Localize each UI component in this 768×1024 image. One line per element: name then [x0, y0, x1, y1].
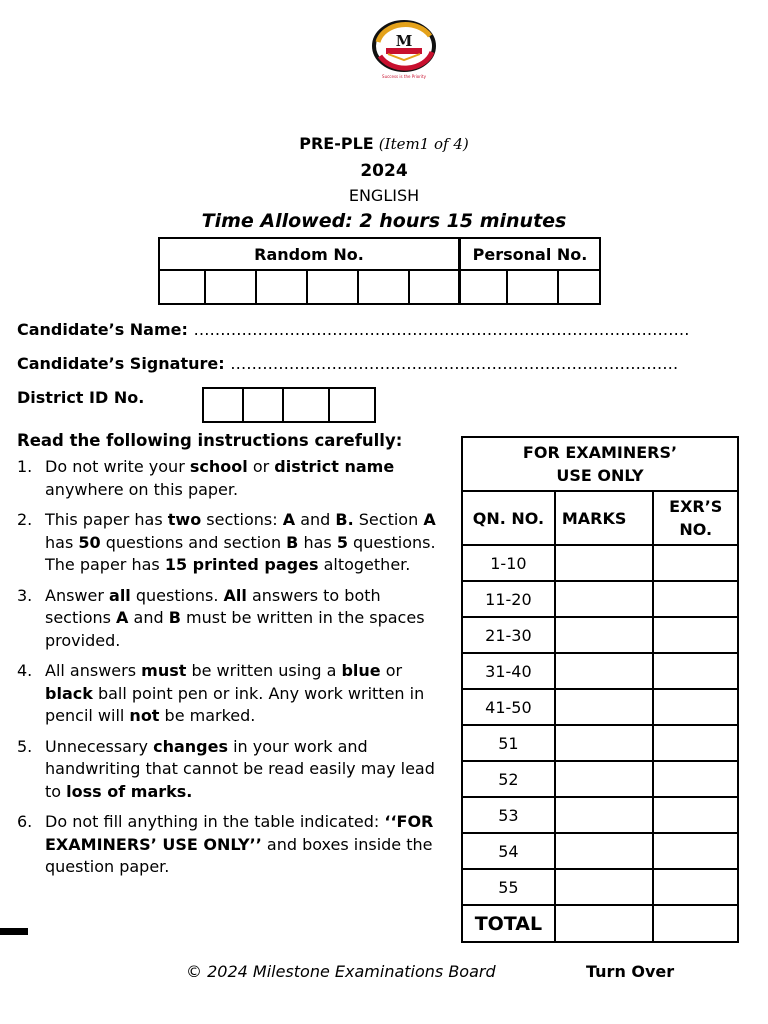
instruction-text: Answer	[45, 585, 110, 605]
district-id-box[interactable]	[203, 388, 243, 422]
examiners-title-line1: FOR EXAMINERS’	[522, 443, 678, 462]
exam-name: PRE-PLE	[299, 134, 374, 153]
candidate-signature-dots: …………………………………………………………………………	[230, 354, 679, 373]
random-no-box[interactable]	[358, 270, 409, 304]
instruction-text: Do not write your	[45, 457, 190, 476]
instruction-emphasis: black	[45, 683, 93, 703]
instruction-number: 6.	[17, 812, 33, 831]
instruction-emphasis: district name	[274, 457, 395, 476]
exr-no-cell[interactable]	[653, 581, 738, 617]
marks-header: MARKS	[555, 491, 654, 545]
instruction-text: has	[45, 532, 79, 552]
instruction-number: 4.	[17, 661, 33, 680]
marks-cell[interactable]	[555, 869, 654, 905]
random-no-box[interactable]	[205, 270, 256, 304]
random-no-box[interactable]	[256, 270, 307, 304]
instruction-text: sections:	[201, 510, 283, 529]
instruction-emphasis: changes	[153, 736, 228, 756]
instruction-item	[17, 736, 449, 804]
examiners-row	[462, 581, 738, 617]
exr-no-cell[interactable]	[653, 797, 738, 833]
instruction-text: questions. The paper has	[45, 532, 436, 574]
instruction-text: Section	[353, 510, 424, 529]
instruction-emphasis: 15 printed pages	[164, 555, 319, 574]
instruction-emphasis: 50	[78, 532, 101, 552]
instruction-text: Do not fill anything in the table indicated:	[45, 812, 385, 831]
instruction-text: or	[247, 457, 275, 476]
marks-cell[interactable]	[555, 761, 654, 797]
marks-cell[interactable]	[555, 833, 654, 869]
examiners-title-line2: USE ONLY	[556, 466, 644, 485]
instructions-list	[17, 456, 449, 887]
district-id-boxes	[202, 387, 376, 423]
instruction-text: ball point pen or ink. Any work written in pencil will	[45, 683, 425, 725]
exr-header-line2: NO.	[679, 520, 713, 539]
personal-no-header: Personal No.	[460, 238, 601, 270]
exam-title-line	[0, 134, 768, 153]
question-range: 41-50	[462, 689, 555, 725]
instruction-text: and boxes inside the question paper.	[45, 834, 433, 876]
instruction-emphasis: blue	[341, 661, 381, 680]
instruction-text: in your work and handwriting that cannot be read easily may lead to	[45, 736, 435, 801]
exr-no-cell[interactable]	[653, 725, 738, 761]
question-range: 51	[462, 725, 555, 761]
total-label: TOTAL	[462, 905, 555, 942]
item-note: (Item1 of 4)	[378, 135, 469, 153]
examiners-row	[462, 869, 738, 905]
instruction-emphasis: B	[286, 532, 299, 552]
margin-marker	[0, 928, 28, 935]
examiners-row	[462, 833, 738, 869]
personal-no-box[interactable]	[558, 270, 600, 304]
examiners-row	[462, 617, 738, 653]
instruction-text: be written using a	[186, 661, 342, 680]
instruction-text: All answers	[45, 661, 142, 680]
question-range: 52	[462, 761, 555, 797]
random-no-box[interactable]	[159, 270, 205, 304]
instruction-emphasis: A	[282, 510, 296, 529]
instruction-item	[17, 660, 449, 728]
instruction-text: anywhere on this paper.	[45, 479, 239, 499]
question-range: 21-30	[462, 617, 555, 653]
random-no-box[interactable]	[409, 270, 460, 304]
question-range: 11-20	[462, 581, 555, 617]
qn-no-header: QN. NO.	[462, 491, 555, 545]
district-id-box[interactable]	[329, 388, 375, 422]
instruction-item	[17, 456, 449, 501]
instruction-emphasis: not	[129, 706, 160, 725]
exam-year: 2024	[360, 161, 408, 181]
question-range: 31-40	[462, 653, 555, 689]
instruction-emphasis: A	[423, 510, 436, 529]
examiners-table-title	[462, 437, 738, 491]
exr-no-cell[interactable]	[653, 653, 738, 689]
instruction-number: 3.	[17, 585, 33, 605]
question-range: 54	[462, 833, 555, 869]
exr-no-cell[interactable]	[653, 689, 738, 725]
examiners-row	[462, 725, 738, 761]
examiners-row	[462, 797, 738, 833]
instruction-item	[17, 585, 449, 653]
examiners-row	[462, 689, 738, 725]
personal-no-box[interactable]	[460, 270, 508, 304]
instruction-text: has	[298, 532, 337, 552]
marks-cell[interactable]	[555, 689, 654, 725]
candidate-name-field[interactable]	[17, 320, 689, 339]
examiners-row	[462, 653, 738, 689]
random-no-box[interactable]	[307, 270, 358, 304]
exr-no-cell[interactable]	[653, 833, 738, 869]
candidate-number-table	[158, 237, 601, 305]
marks-cell[interactable]	[555, 653, 654, 689]
instruction-text: and	[128, 608, 169, 627]
total-exr-cell[interactable]	[653, 905, 738, 942]
instruction-text: questions.	[130, 585, 224, 605]
instruction-text: Unnecessary	[45, 736, 154, 756]
exr-header-line1: EXR’S	[669, 497, 723, 516]
examiners-rows	[462, 545, 738, 905]
instruction-item	[17, 811, 449, 879]
examiners-use-table	[461, 436, 739, 943]
time-allowed: Time Allowed: 2 hours 15 minutes	[201, 210, 567, 232]
exam-subject: ENGLISH	[348, 186, 420, 205]
turn-over-note: Turn Over	[586, 962, 675, 981]
logo-initial: M	[395, 32, 413, 50]
instruction-item	[17, 509, 449, 577]
milestone-logo	[360, 12, 452, 86]
marks-cell[interactable]	[555, 725, 654, 761]
instruction-text: and	[295, 510, 336, 529]
instruction-text: be marked.	[159, 706, 256, 725]
instruction-text: answers to both sections	[45, 585, 381, 627]
candidate-name-label: Candidate’s Name:	[17, 320, 188, 339]
instruction-emphasis: two	[167, 510, 202, 529]
instruction-emphasis: must	[141, 661, 187, 680]
exr-no-cell[interactable]	[653, 617, 738, 653]
instruction-emphasis: loss of marks.	[66, 781, 193, 801]
candidate-signature-label: Candidate’s Signature:	[17, 354, 225, 373]
instruction-number: 2.	[17, 510, 33, 529]
district-id-box[interactable]	[283, 388, 329, 422]
instruction-text: must be written in the spaces provided.	[45, 608, 425, 650]
instruction-emphasis: 5	[336, 532, 348, 552]
instruction-number: 1.	[17, 457, 33, 476]
instruction-emphasis: school	[189, 457, 248, 476]
exr-no-cell[interactable]	[653, 545, 738, 581]
instruction-emphasis: All	[223, 585, 247, 605]
instruction-emphasis: B.	[335, 510, 354, 529]
marks-cell[interactable]	[555, 581, 654, 617]
instruction-emphasis: B	[168, 608, 181, 627]
marks-cell[interactable]	[555, 797, 654, 833]
instructions-title: Read the following instructions carefully:	[17, 431, 403, 450]
instruction-emphasis: all	[109, 585, 131, 605]
candidate-signature-field[interactable]	[17, 354, 678, 373]
district-id-box[interactable]	[243, 388, 283, 422]
marks-cell[interactable]	[555, 545, 654, 581]
instruction-text: or	[380, 661, 403, 680]
instruction-text: This paper has	[45, 510, 168, 529]
question-range: 55	[462, 869, 555, 905]
random-no-header: Random No.	[159, 238, 460, 270]
copyright-notice: © 2024 Milestone Examinations Board	[186, 962, 496, 981]
marks-cell[interactable]	[555, 617, 654, 653]
instruction-emphasis: A	[116, 608, 129, 627]
instruction-text: questions and section	[100, 532, 287, 552]
district-id-label: District ID No.	[17, 388, 145, 407]
logo-motto: Success is the Priority	[382, 74, 426, 79]
instruction-number: 5.	[17, 736, 33, 756]
candidate-name-dots: …………………………………………………………………………………	[193, 320, 690, 339]
examiners-row	[462, 545, 738, 581]
question-range: 1-10	[462, 545, 555, 581]
exr-no-cell[interactable]	[653, 869, 738, 905]
personal-no-box[interactable]	[507, 270, 558, 304]
instruction-text: altogether.	[318, 555, 411, 574]
total-marks-cell[interactable]	[555, 905, 654, 942]
question-range: 53	[462, 797, 555, 833]
exr-no-header	[653, 491, 738, 545]
exr-no-cell[interactable]	[653, 761, 738, 797]
examiners-row	[462, 761, 738, 797]
instruction-emphasis: ‘‘FOR EXAMINERS’ USE ONLY’’	[45, 812, 434, 854]
